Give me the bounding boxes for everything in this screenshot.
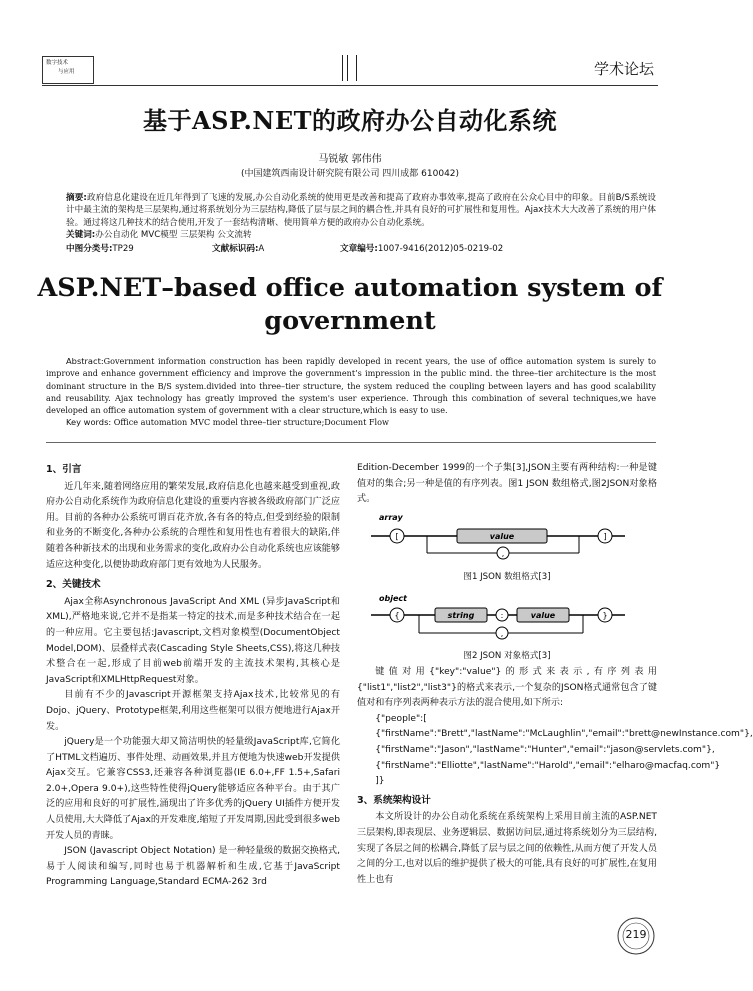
- abstract-en-text: Government information construction has been rapidly developed in recent years, the use of office automation system is surely to improve and enhance government efficiency and improve the government’s impression in the public mind. the three–tier architecture is the most dominant structure in the B/S system.divided into three–tier structure, the system reduced the coupling between layers and has good scalability and reusability. Ajax technology has greatly improved the system's user experience. Through this combination of several techniques,we have developed an office automation system of government with a clear structure,which is easy to use.: [46, 356, 656, 416]
- figure-1-caption: 图1 JSON 数组格式[3]: [463, 571, 551, 582]
- colon-symbol: :: [500, 611, 504, 621]
- object-value-text: value: [530, 611, 556, 621]
- journal-logo: [42, 56, 94, 84]
- journal-header: [42, 52, 658, 86]
- abstract-cn-label: 摘要:: [66, 193, 87, 203]
- section-3-paragraph: 本文所设计的办公自动化系统在系统架构上采用目前主流的ASP.NET三层架构,即表现层、业务逻辑层、数据访问层,通过将系统划分为三层结构,实现了各层之间的松耦合,降低了层与层之间的依赖性,从而方便了开发人员之间的分工,也对以后的维护提供了极大的可能,具有良好的可扩展性,在复用性上也有: [357, 812, 657, 885]
- json-example-line-4: {"firstName":"Elliotte","lastName":"Harold","email":"elharo@macfaq.com"}: [375, 760, 721, 771]
- title-en-line2: government: [264, 306, 436, 336]
- open-bracket-symbol: [: [395, 531, 399, 541]
- clc-number: 中图分类号:TP29: [66, 244, 134, 254]
- section-2-paragraph-3: jQuery是一个功能强大却又简洁明快的轻量级JavaScript库,它简化了HTML文档遍历、事件处理、动画效果,并且方便地为快速web开发提供Ajax交互。它兼容CSS3,还兼容各种浏览器(IE 6.0+,FF 1.5+,Safari 2.0+,Opera 9.0+),这些特性使得jQuery能够适应各种平台。由于其广泛的应用和良好的可扩展性,涌现出了许多优秀的jQuery UI插件方便开发人员使用,大大降低了Ajax的开发难度,缩短了开发周期,因此受到很多web开发人员的青睐。: [46, 737, 340, 841]
- keywords-cn-label: 关键词:: [66, 229, 96, 240]
- json-example-line-1: {"people":[: [375, 713, 427, 724]
- abstract-en: [46, 355, 656, 416]
- keywords-en-label: Key words:: [66, 417, 112, 427]
- logo-line2: 与应用: [58, 69, 75, 75]
- paper-title-en: [36, 272, 664, 338]
- figure-2: [357, 589, 657, 665]
- abstract-en-label: Abstract:: [66, 356, 104, 366]
- figure-2-caption: 图2 JSON 对象格式[3]: [463, 651, 551, 662]
- string-text: string: [447, 611, 475, 621]
- authors: 马锐敏 郭伟伟: [318, 154, 382, 165]
- body-left-column: [46, 461, 340, 891]
- json-example-line-2: {"firstName":"Brett","lastName":"McLaughlin","email":"brett@newInstance.com"},: [375, 729, 753, 740]
- document-code: 文献标识码:A: [212, 244, 265, 254]
- json-example-line-3: {"firstName":"Jason","lastName":"Hunter","email":"jason@servlets.com"},: [375, 744, 715, 755]
- object-label: object: [379, 594, 407, 604]
- logo-line1: 数字技术: [46, 60, 69, 66]
- json-object-diagram: [357, 589, 657, 647]
- keywords-cn: 办公自动化 MVC模型 三层架构 公文流转: [95, 229, 252, 240]
- section-2-paragraph-4: JSON (Javascript Object Notation) 是一种轻量级的数据交换格式,易于人阅读和编写,同时也易于机器解析和生成,它基于JavaScript Programming Language,Standard ECMA-262 3rd: [46, 846, 340, 888]
- close-bracket-symbol: ]: [603, 531, 607, 541]
- abstract-cn-text: 政府信息化建设在近几年得到了飞速的发展,办公自动化系统的使用更是改善和提高了政府办事效率,提高了政府在公众心目中的印象。目前B/S系统设计中最主流的架构是三层架构,通过将系统划分为三层结构,降低了层与层之间的耦合性,并具有良好的可扩展性和复用性。Ajax技术大大改善了系统的用户体验。通过将这几种技术的结合使用,开发了一套结构清晰、使用简单方便的政府办公自动化系统。: [66, 193, 657, 228]
- keywords-en-text: Office automation MVC model three–tier structure;Document Flow: [113, 417, 389, 427]
- section-label: 学术论坛: [593, 60, 654, 78]
- section-2-paragraph-1: Ajax全称Asynchronous JavaScript And XML (异步JavaScript和XML),严格地来说,它并不是指某一特定的技术,而是多种技术结合在一起的一种应用。它主要包括:Javascript,文档对象模型(DocumentObject Model,DOM)、层叠样式表(Cascading Style Sheets,CSS),将这几种技术整合在一起,形成了目前web前端开发的主流技术架构,其核心是JavaScript和XMLHttpRequest对象。: [46, 596, 340, 685]
- body-right-column: [357, 461, 753, 888]
- header-rule: [42, 85, 658, 86]
- paper-title-cn: 基于ASP.NET的政府办公自动化系统: [143, 106, 557, 135]
- json-example-line-5: ]}: [375, 776, 385, 787]
- keywords-en: [66, 417, 389, 427]
- comma-symbol: ,: [501, 548, 505, 558]
- section-2-heading: 2、关键技术: [46, 579, 101, 591]
- article-number: 文章编号:1007-9416(2012)05-0219-02: [340, 244, 504, 254]
- section-1-paragraph: 近几年来,随着网络应用的繁荣发展,政府信息化也越来越受到重视,政府办公自动化系统作为政府信息化建设的重要内容被各级政府部门广泛应用。目前的各种办公系统可谓百花齐放,各有各的特点,但受到经验的限制和业务的不断变化,各种办公系统的合理性和复用性也有着很大的缺陷,伴随着各种新技术的出现和业务需求的变化,政府办公自动化系统也应该能够适应这种变化,以便协助政府部门更有效地为人民服务。: [46, 481, 340, 570]
- title-en-line1: ASP.NET–based office automation system of: [37, 273, 663, 303]
- abstract-cn: [46, 192, 656, 241]
- right-paragraph-1: Edition-December 1999的一个子集[3],JSON主要有两种结构:一种是键值对的集合;另一种是值的有序列表。图1 JSON 数组格式,图2JSON对象格式。: [357, 463, 657, 505]
- figure-1: [357, 508, 657, 586]
- close-brace-symbol: }: [602, 611, 608, 621]
- section-3-heading: 3、系统架构设计: [357, 794, 431, 806]
- right-paragraph-2: 键值对用{"key":"value"}的形式来表示,有序列表用{"list1","list2","list3"}的格式来表示,一个复杂的JSON格式通常包含了键值对和有序列表两种表示方法的混合使用,如下所示:: [357, 666, 657, 709]
- page-number: 219: [625, 928, 647, 941]
- header-decoration: [342, 55, 360, 81]
- value-text: value: [489, 531, 515, 541]
- object-comma-symbol: ,: [500, 629, 504, 639]
- divider: [46, 442, 656, 443]
- open-brace-symbol: {: [394, 611, 400, 621]
- section-1-heading: 1、引言: [46, 464, 82, 475]
- json-array-diagram: [357, 508, 657, 568]
- array-label: array: [379, 512, 403, 522]
- section-2-paragraph-2: 目前有不少的Javascript开源框架支持Ajax技术,比较常见的有Dojo、jQuery、Prototype框架,利用这些框架可以很方便地进行Ajax开发。: [46, 690, 340, 732]
- affiliation: (中国建筑西南设计研究院有限公司 四川成都 610042): [240, 169, 460, 179]
